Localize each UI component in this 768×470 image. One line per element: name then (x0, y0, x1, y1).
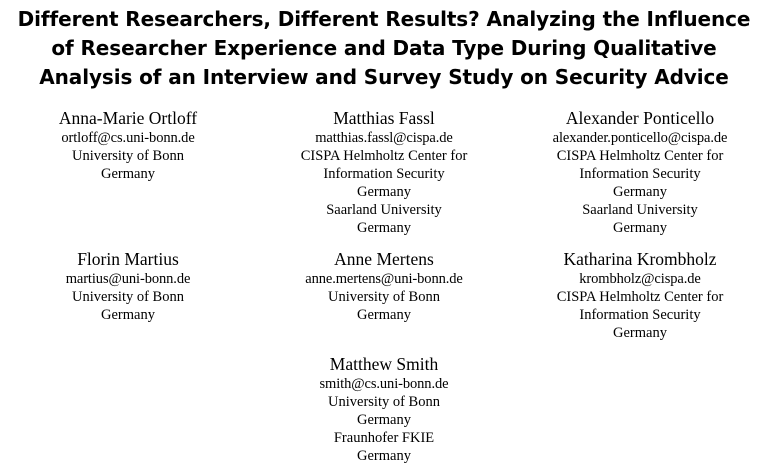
author-country: Germany (357, 307, 411, 323)
author-country: Germany (357, 448, 411, 464)
author-block-ortloff (0, 108, 256, 183)
paper-title-line-2: of Researcher Experience and Data Type During Qualitative (51, 36, 717, 60)
paper-title-line-1: Different Researchers, Different Results? Analyzing the Influence (17, 7, 751, 31)
author-country: Germany (101, 307, 155, 323)
author-affiliation-line: CISPA Helmholtz Center for (300, 148, 468, 164)
author-block-ponticello (512, 108, 768, 237)
author-block-fassl (256, 108, 512, 237)
author-affiliation-line: University of Bonn (72, 148, 184, 164)
author-affiliation-line: Fraunhofer FKIE (333, 430, 435, 446)
author-country: Germany (613, 184, 667, 200)
author-affiliation-line: Saarland University (326, 202, 442, 218)
author-affiliation-line: Saarland University (582, 202, 698, 218)
author-name: Katharina Krombholz (563, 249, 717, 269)
author-country: Germany (613, 325, 667, 341)
author-affiliation-line: University of Bonn (72, 289, 184, 305)
author-affiliation-line: Information Security (579, 307, 701, 323)
author-affiliation-line: University of Bonn (328, 289, 440, 305)
author-country: Germany (357, 184, 411, 200)
author-name: Matthew Smith (329, 354, 439, 374)
author-email: anne.mertens@uni-bonn.de (305, 271, 463, 287)
author-name: Alexander Ponticello (565, 108, 715, 128)
author-email: matthias.fassl@cispa.de (315, 130, 453, 146)
author-country: Germany (357, 412, 411, 428)
author-country: Germany (613, 220, 667, 236)
author-block-mertens (256, 249, 512, 324)
author-affiliation-line: University of Bonn (328, 394, 440, 410)
author-affiliation-line: CISPA Helmholtz Center for (556, 148, 724, 164)
author-block-smith (256, 354, 512, 465)
author-country: Germany (101, 166, 155, 182)
author-block-krombholz (512, 249, 768, 342)
author-country: Germany (357, 220, 411, 236)
author-affiliation-line: CISPA Helmholtz Center for (556, 289, 724, 305)
author-block-martius (0, 249, 256, 324)
author-email: alexander.ponticello@cispa.de (552, 130, 728, 146)
author-email: martius@uni-bonn.de (65, 271, 191, 287)
author-affiliation-line: Information Security (323, 166, 445, 182)
paper-title-line-3: Analysis of an Interview and Survey Study on Security Advice (39, 65, 729, 89)
author-email: krombholz@cispa.de (579, 271, 701, 287)
paper-title (0, 0, 768, 92)
author-email: smith@cs.uni-bonn.de (319, 376, 449, 392)
author-name: Florin Martius (77, 249, 179, 269)
author-name: Anne Mertens (334, 249, 434, 269)
author-name: Anna-Marie Ortloff (58, 108, 198, 128)
author-email: ortloff@cs.uni-bonn.de (61, 130, 195, 146)
author-affiliation-line: Information Security (579, 166, 701, 182)
author-name: Matthias Fassl (333, 108, 435, 128)
